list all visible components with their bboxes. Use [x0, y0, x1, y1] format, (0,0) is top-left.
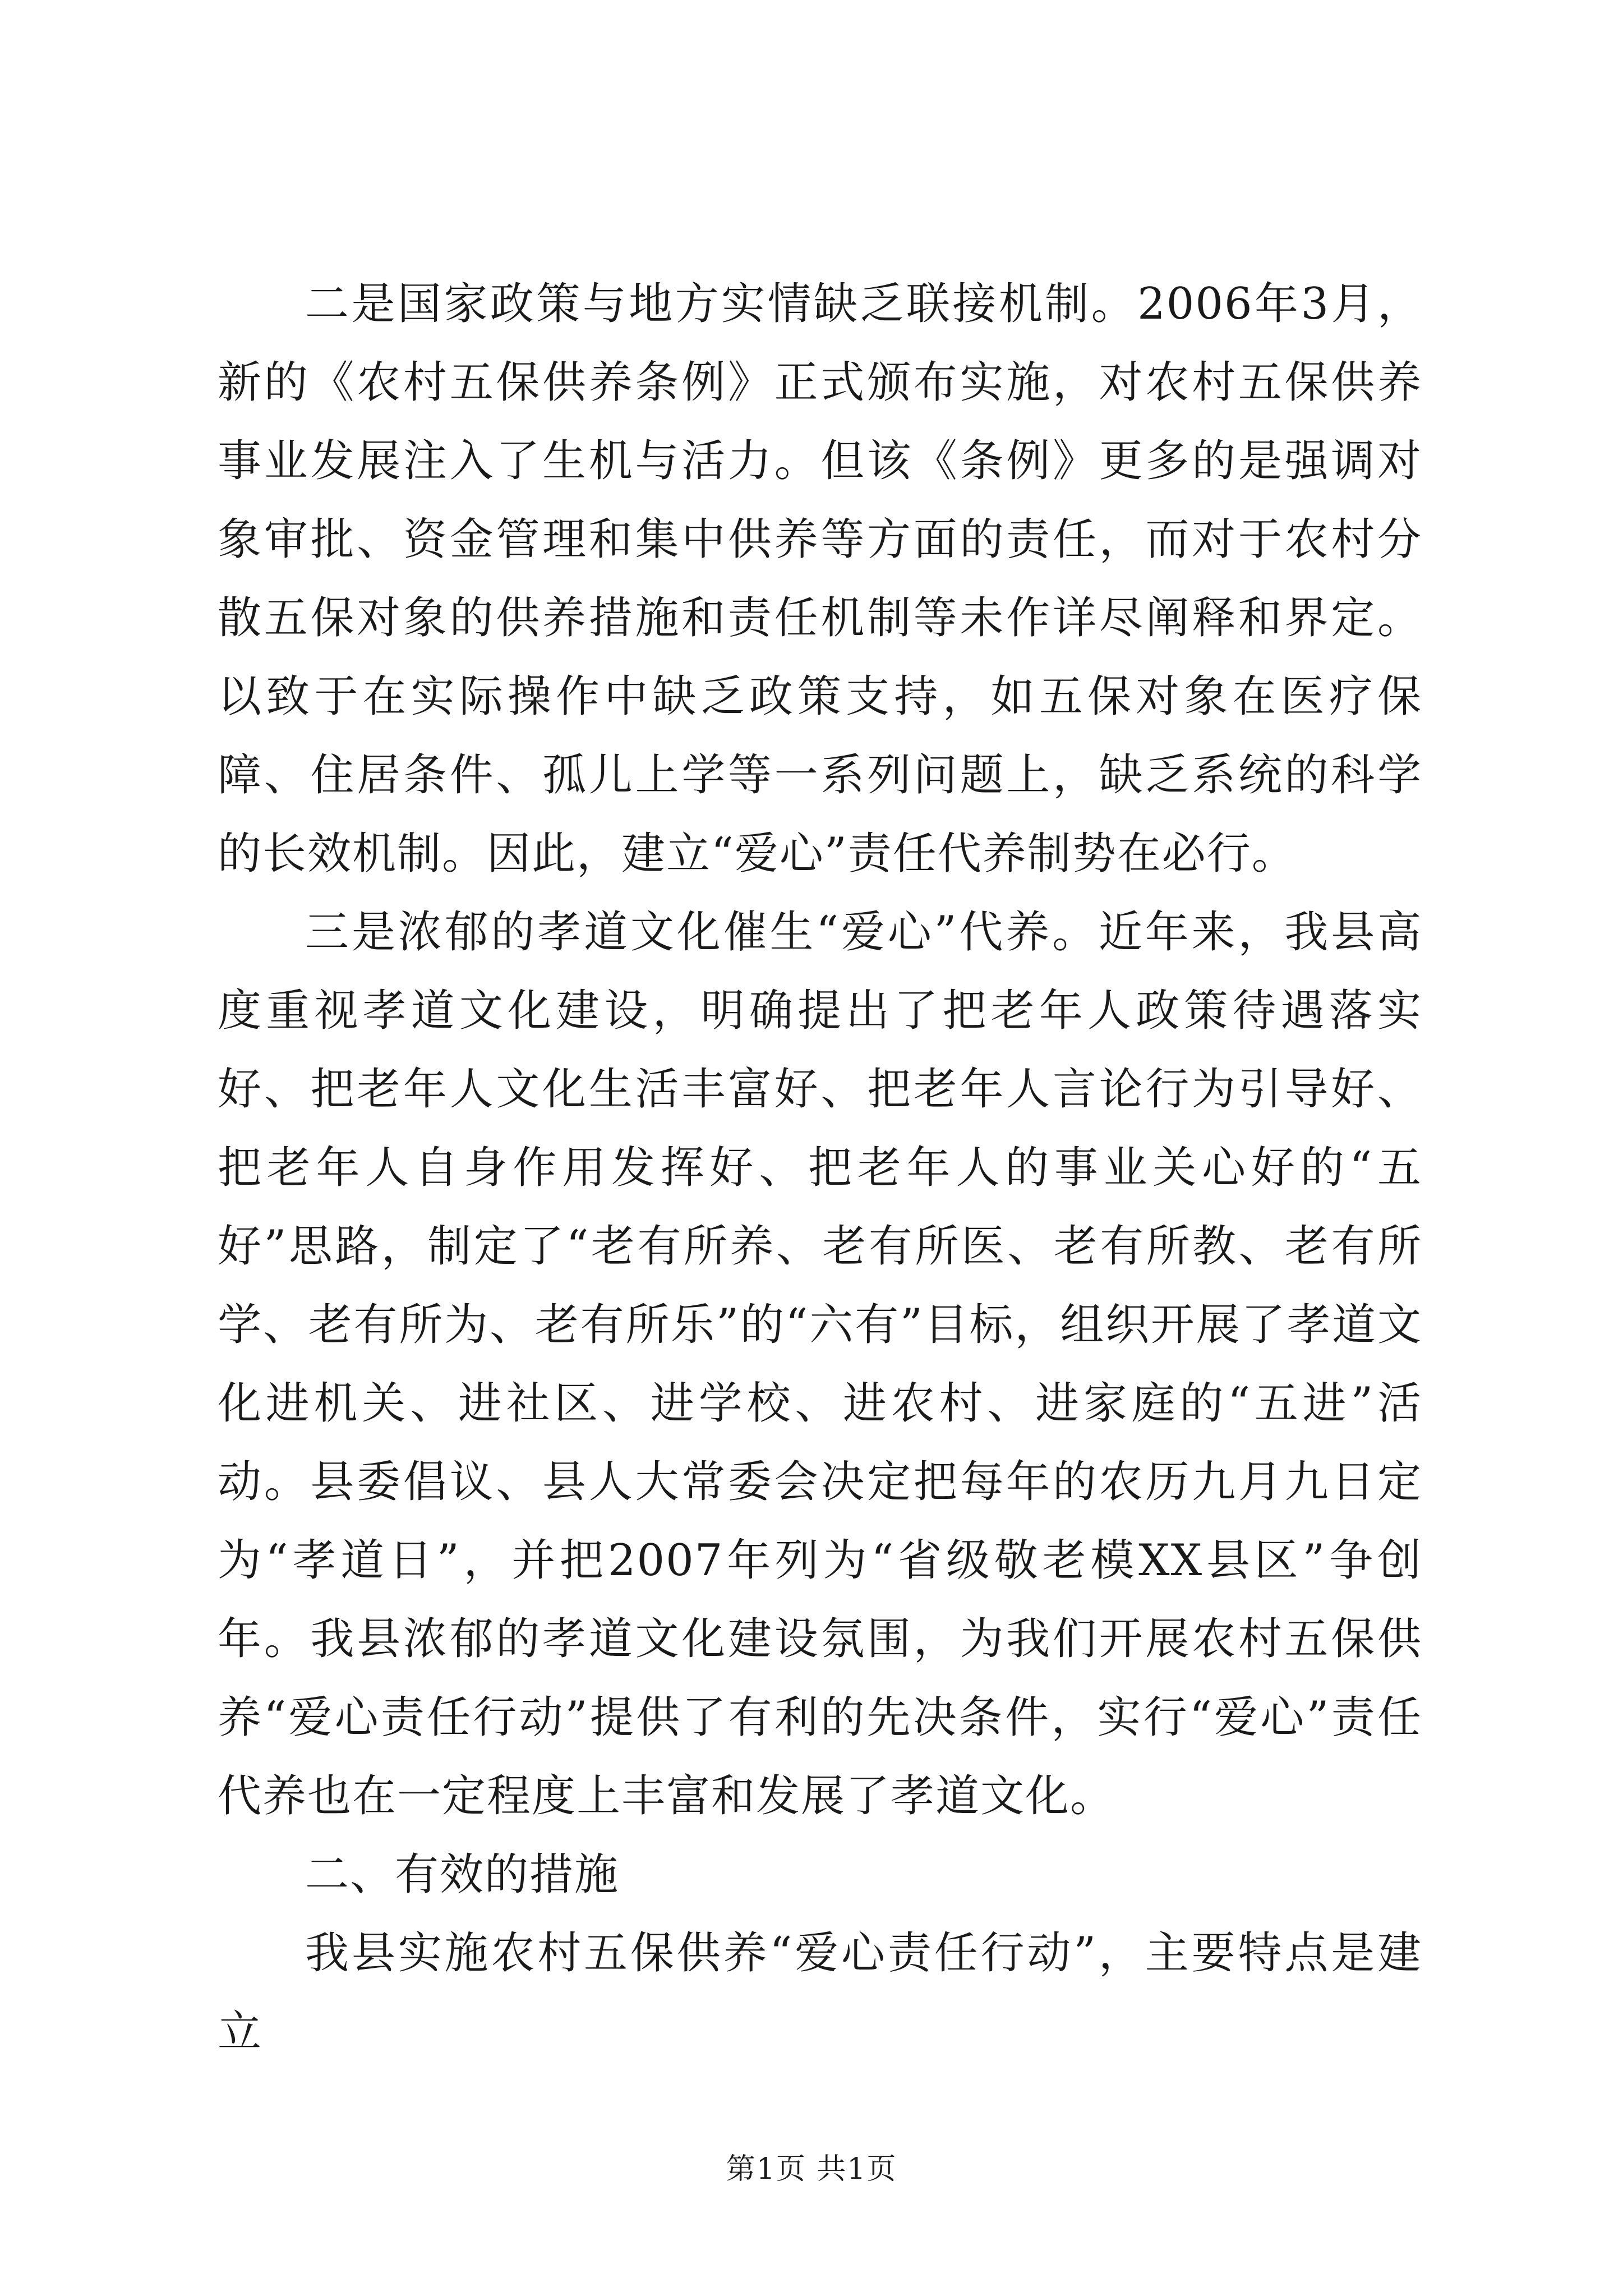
paragraph-policy-gap: 二是国家政策与地方实情缺乏联接机制。2006年3月，新的《农村五保供养条例》正式颁布实施，对农村五保供养事业发展注入了生机与活力。但该《条例》更多的是强调对象审批、资金管理和集中供养等方面的责任，而对于农村分散五保对象的供养措施和责任机制等未作详尽阐释和界定。以致于在实际操作中缺乏政策支持，如五保对象在医疗保障、住居条件、孤儿上学等一系列问题上，缺乏系统的科学的长效机制。因此，建立“爱心”责任代养制势在必行。 — [218, 279, 1422, 879]
page-footer: 第1页 共1页 — [726, 2152, 897, 2186]
document-body — [218, 265, 1422, 2071]
section-heading: 二、有效的措施 — [305, 1849, 620, 1900]
paragraph-measures-intro: 我县实施农村五保供养“爱心责任行动”，主要特点是建立 — [218, 1928, 1422, 2057]
paragraph-filial-culture: 三是浓郁的孝道文化催生“爱心”代养。近年来，我县高度重视孝道文化建设，明确提出了把老年人政策待遇落实好、把老年人文化生活丰富好、把老年人言论行为引导好、把老年人自身作用发挥好、把老年人的事业关心好的“五好”思路，制定了“老有所养、老有所医、老有所教、老有所学、老有所为、老有所乐”的“六有”目标，组织开展了孝道文化进机关、进社区、进学校、进农村、进家庭的“五进”活动。县委倡议、县人大常委会决定把每年的农历九月九日定为“孝道日”，并把2007年列为“省级敬老模XX县区”争创年。我县浓郁的孝道文化建设氛围，为我们开展农村五保供养“爱心责任行动”提供了有利的先决条件，实行“爱心”责任代养也在一定程度上丰富和发展了孝道文化。 — [218, 907, 1422, 1821]
